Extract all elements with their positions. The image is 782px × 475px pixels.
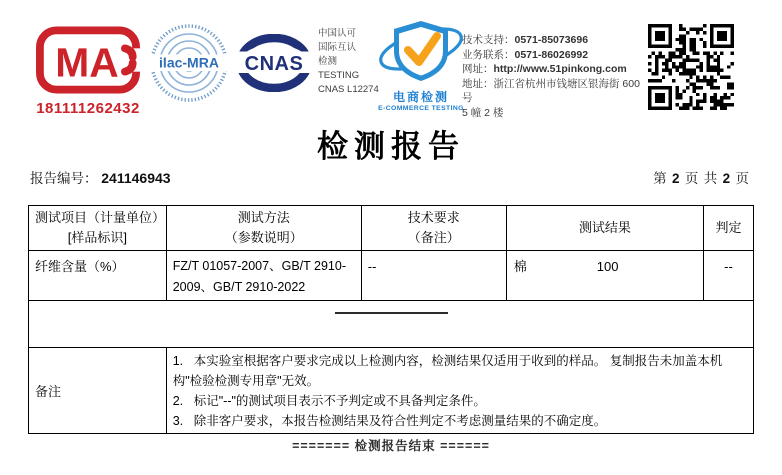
note-item-1: 1. 本实验室根据客户要求完成以上检测内容，检测结果仅适用于收到的样品。 复制报告未加盖本机构"检验检测专用章"无效。 (172, 353, 723, 388)
current-page-number: 2 (671, 171, 681, 186)
report-end-marker: ======= 检测报告结束 ====== (292, 439, 490, 453)
contact-line-address: 地址：浙江省杭州市钱塘区银海街 600 号 (462, 77, 640, 105)
col-header-test-method: 测试方法 （参数说明） (166, 206, 361, 251)
report-number-value: 241146943 (101, 170, 171, 186)
page-title: 检测报告 (317, 129, 465, 164)
svg-text:CNAS: CNAS (244, 53, 304, 75)
header (0, 0, 782, 118)
cell-judgement: -- (703, 251, 753, 301)
table-row-notes (29, 348, 754, 434)
accreditation-line: 检测 (318, 56, 338, 67)
total-page-number: 2 (722, 171, 732, 186)
notes-content (166, 348, 753, 434)
shield-check-icon (377, 19, 465, 83)
col-header-judgement: 判定 (703, 206, 753, 251)
cnas-logo (236, 34, 312, 97)
cma-logo (33, 26, 143, 117)
cell-technical-requirement: -- (361, 251, 506, 301)
table-row-blank (29, 301, 754, 348)
cell-test-item: 纤维含量（%） (29, 251, 167, 301)
accreditation-line: 中国认可 (318, 28, 357, 39)
contact-info (462, 33, 652, 121)
result-percentage: 100 (596, 259, 619, 274)
end-of-data-line (335, 312, 448, 314)
note-item-2: 2. 标记"--"的测试项目表示不予判定或不具备判定条件。 (172, 393, 486, 408)
contact-line-website: 网址：http://www.51pinkong.com (462, 63, 627, 76)
report-meta-row (30, 167, 750, 187)
svg-text:MA: MA (55, 39, 119, 86)
ilac-mra-logo (147, 23, 231, 108)
accreditation-line: TESTING (318, 70, 360, 81)
cma-mark-icon (34, 26, 142, 94)
page-indicator: 第 2 页 共 2 页 (653, 171, 750, 186)
col-header-test-result: 测试结果 (506, 206, 703, 251)
results-table (28, 205, 754, 434)
contact-line-address-2: 5 幢 2 楼 (462, 106, 504, 119)
ilac-mra-icon (147, 23, 231, 103)
table-row-fiber-content (29, 251, 754, 301)
cell-test-method: FZ/T 01057-2007、GB/T 2910-2009、GB/T 2910-2022 (166, 251, 361, 301)
report-number-label: 报告编号： (30, 171, 98, 186)
accreditation-line: 国际互认 (318, 42, 357, 53)
accreditation-line: CNAS L12274 (318, 84, 379, 95)
ecommerce-testing-label-cn: 电商检测 (392, 90, 449, 104)
col-header-test-item: 测试项目（计量单位） [样品标识] (29, 206, 167, 251)
accreditation-text (318, 27, 379, 97)
cnas-icon (236, 34, 312, 92)
result-material: 棉 (513, 259, 527, 274)
ecommerce-testing-logo (375, 19, 467, 112)
report-number (30, 167, 171, 187)
notes-label: 备注 (29, 348, 167, 434)
table-header-row (29, 206, 754, 251)
svg-text:ilac-MRA: ilac-MRA (159, 54, 219, 71)
contact-line-tech-support: 技术支持：0571-85073696 (462, 34, 589, 46)
cma-certificate-number: 181111262432 (36, 100, 140, 117)
ecommerce-testing-label-en: E-COMMERCE TESTING (378, 105, 464, 112)
col-header-technical-requirement: 技术要求 （备注） (361, 206, 506, 251)
website-url: http://www.51pinkong.com (493, 63, 627, 76)
blank-cell (29, 301, 754, 348)
qr-code (648, 24, 734, 110)
cell-test-result (506, 251, 703, 301)
note-item-3: 3. 除非客户要求，本报告检测结果及符合性判定不考虑测量结果的不确定度。 (172, 413, 607, 428)
contact-line-business: 业务联系：0571-86026992 (462, 48, 589, 61)
